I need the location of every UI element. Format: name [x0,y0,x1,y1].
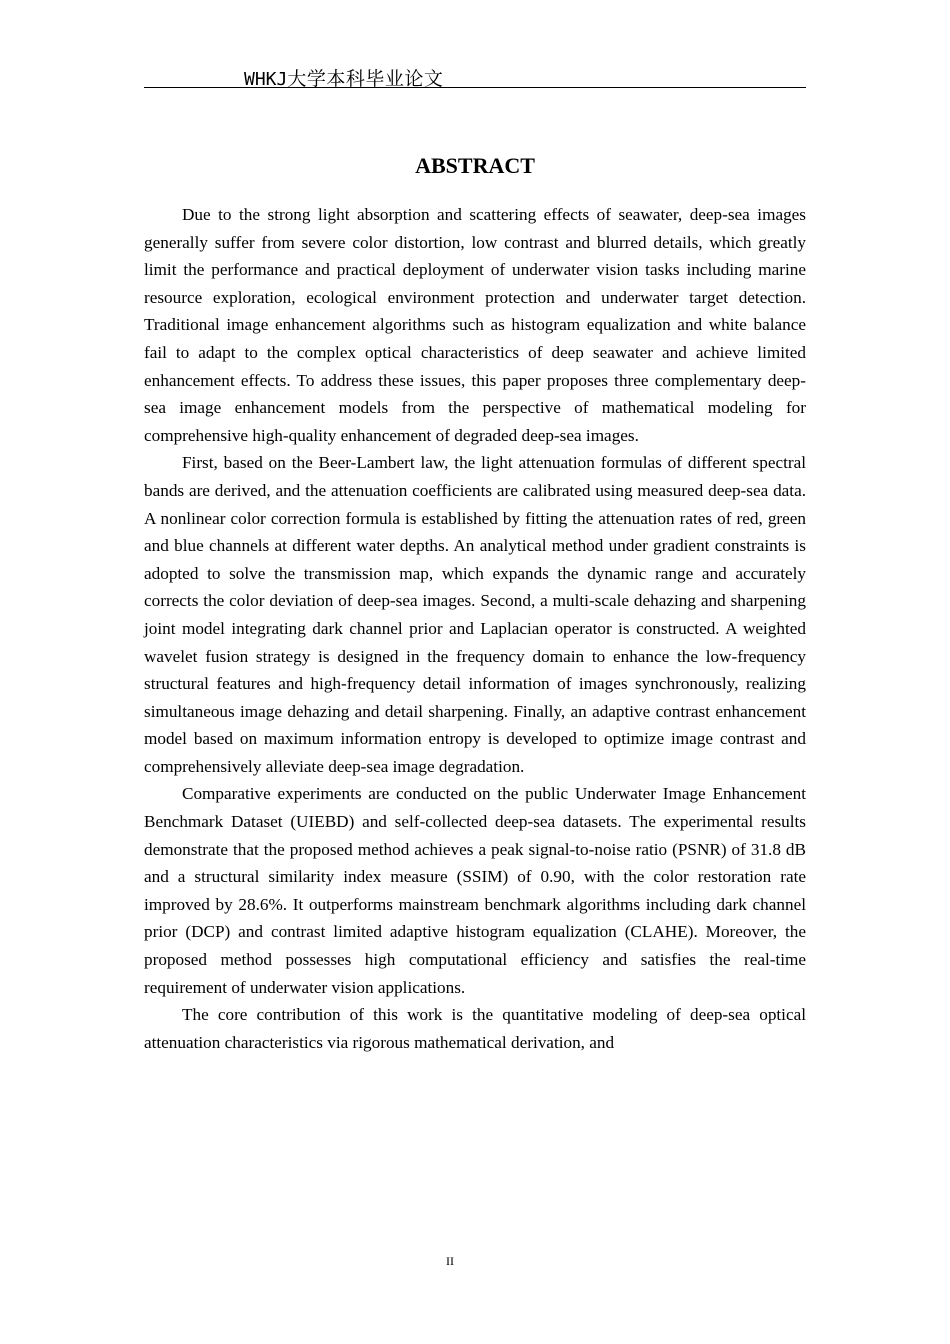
header-latin: WHKJ [244,69,288,90]
paragraph-1: Due to the strong light absorption and scattering effects of seawater, deep-sea images generally suffer from severe color distortion, low contrast and blurred details, which greatly limit the performance and practical deployment of underwater vision tasks including marine resource exploration, ecological environment protection and underwater target detection. Traditional image enhancement algorithms such as histogram equalization and white balance fail to adapt to the complex optical characteristics of deep seawater and achieve limited enhancement effects. To address these issues, this paper proposes three complementary deep-sea image enhancement models from the perspective of mathematical modeling for comprehensive high-quality enhancement of degraded deep-sea images. [144,205,806,445]
paragraph-2: First, based on the Beer-Lambert law, the light attenuation formulas of different spectral bands are derived, and the attenuation coefficients are calibrated using measured deep-sea data. A nonlinear color correction formula is established by fitting the attenuation rates of red, green and blue channels at different water depths. An analytical method under gradient constraints is adopted to solve the transmission map, which expands the dynamic range and accurately corrects the color deviation of deep-sea images. Second, a multi-scale dehazing and sharpening joint model integrating dark channel prior and Laplacian operator is constructed. A weighted wavelet fusion strategy is designed in the frequency domain to enhance the low-frequency structural features and high-frequency detail information of images synchronously, realizing simultaneous image dehazing and detail sharpening. Finally, an adaptive contrast enhancement model based on maximum information entropy is developed to optimize image contrast and comprehensively alleviate deep-sea image degradation. [144,453,806,776]
page-number: II [446,1254,454,1268]
paragraph-3: Comparative experiments are conducted on the public Underwater Image Enhancement Benchmark Dataset (UIEBD) and self-collected deep-sea datasets. The experimental results demonstrate that the proposed method achieves a peak signal-to-noise ratio (PSNR) of 31.8 dB and a structural similarity index measure (SSIM) of 0.90, with the color restoration rate improved by 28.6%. It outperforms mainstream benchmark algorithms including dark channel prior (DCP) and contrast limited adaptive histogram equalization (CLAHE). Moreover, the proposed method possesses high computational efficiency and satisfies the real-time requirement of underwater vision applications. [144,784,806,997]
running-header [144,58,806,88]
abstract-title: ABSTRACT [415,153,535,178]
paragraph-4: The core contribution of this work is the quantitative modeling of deep-sea optical attenuation characteristics via rigorous mathematical derivation, and [144,1005,806,1052]
header-title [244,64,443,91]
header-chinese: 大学本科毕业论文 [287,68,444,90]
abstract-body [144,201,806,1056]
